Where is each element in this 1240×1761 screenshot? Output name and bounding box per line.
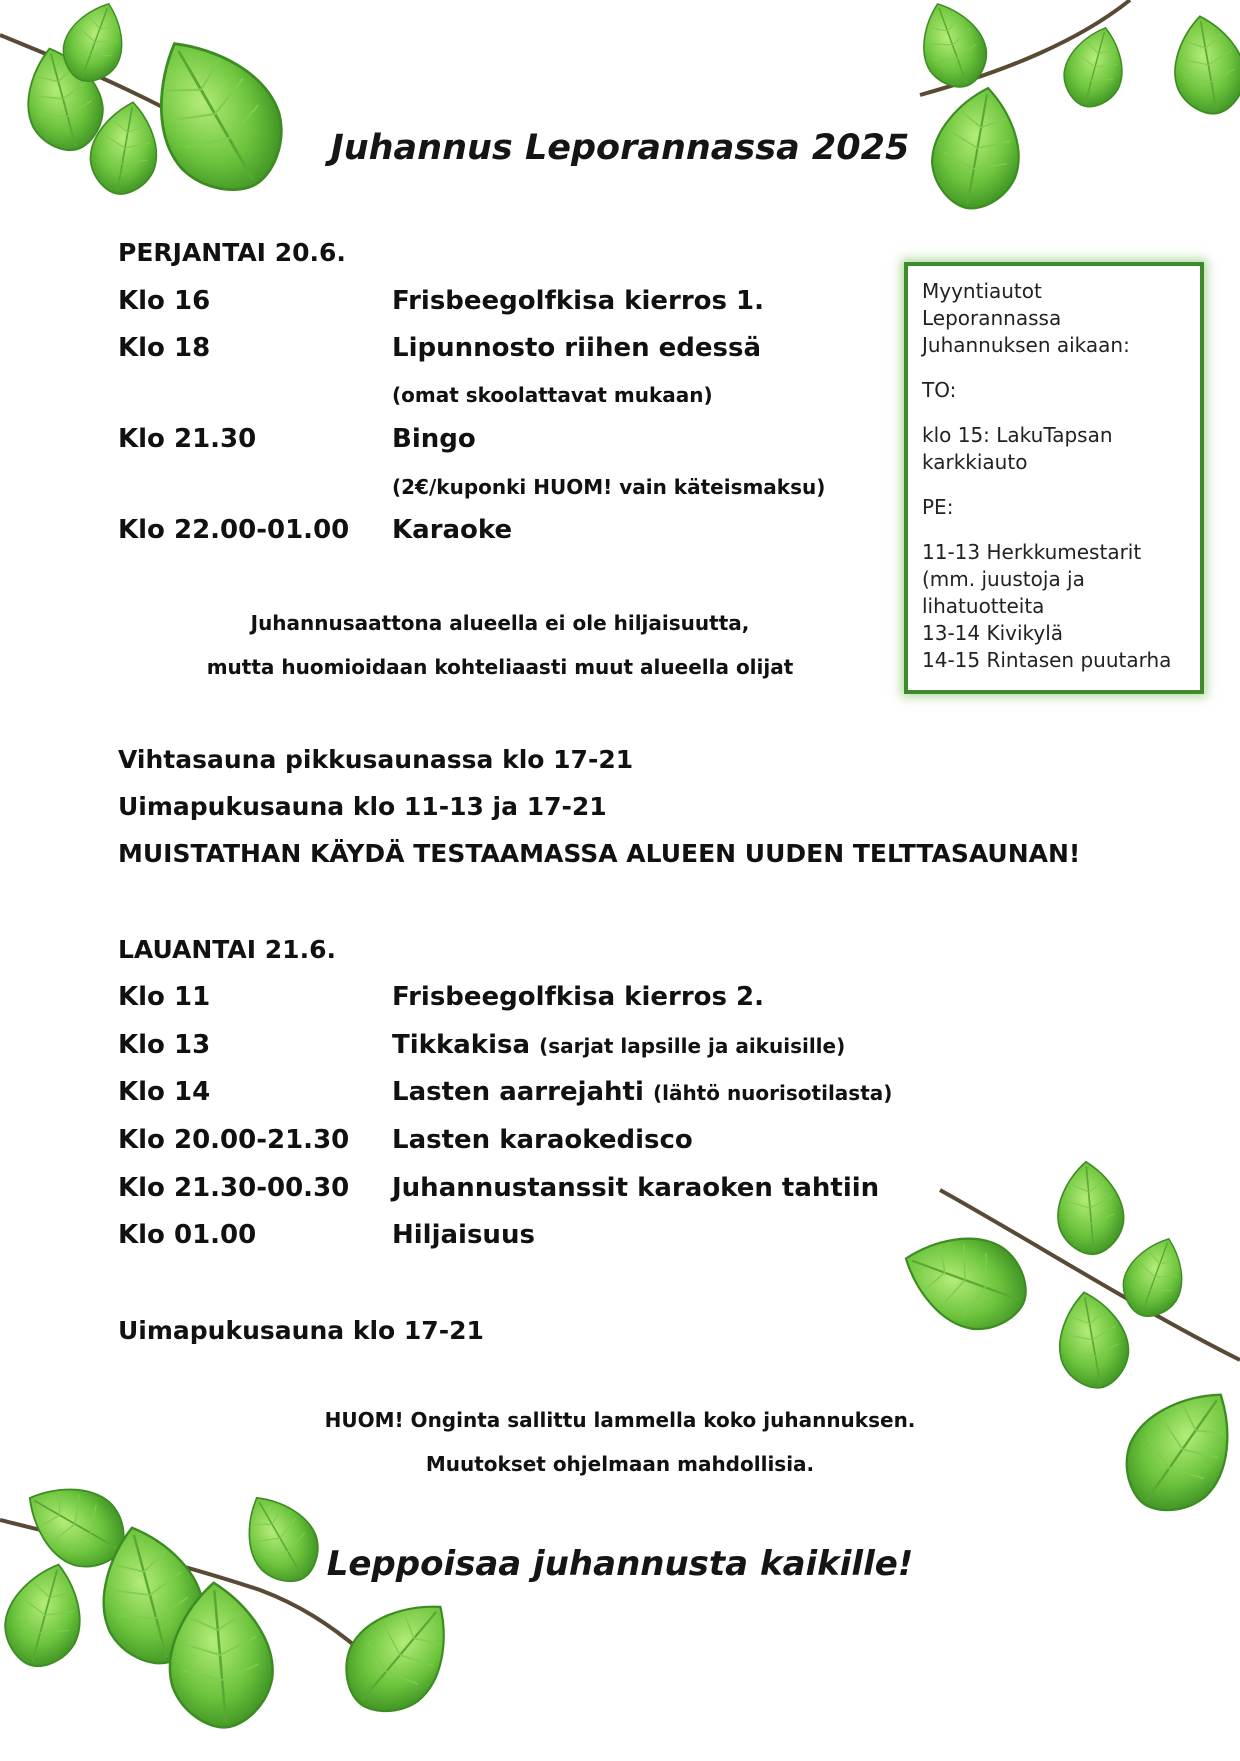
sauna-line: Vihtasauna pikkusaunassa klo 17-21	[118, 745, 634, 774]
box-truck-line: (mm. juustoja ja	[922, 567, 1085, 591]
friday-item-subnote: (omat skoolattavat mukaan)	[392, 383, 713, 407]
box-truck-line: karkkiauto	[922, 450, 1028, 474]
item-time: Klo 16	[118, 286, 211, 316]
item-time: Klo 22.00-01.00	[118, 515, 350, 545]
friday-header: PERJANTAI 20.6.	[118, 238, 346, 267]
item-time: Klo 01.00	[118, 1220, 257, 1250]
item-event: Karaoke	[392, 515, 513, 545]
box-intro-line: Juhannuksen aikaan:	[922, 333, 1130, 357]
tent-sauna-reminder: MUISTATHAN KÄYDÄ TESTAAMASSA ALUEEN UUDEN TELTTASAUNAN!	[118, 839, 1081, 868]
item-event: Frisbeegolfkisa kierros 2.	[392, 982, 764, 1012]
item-event: Frisbeegolfkisa kierros 1.	[392, 286, 764, 316]
item-time: Klo 20.00-21.30	[118, 1125, 350, 1155]
item-time: Klo 21.30-00.30	[118, 1173, 350, 1203]
box-truck-line: 11-13 Herkkumestarit	[922, 540, 1142, 564]
fishing-note: HUOM! Onginta sallittu lammella koko juhannuksen.	[324, 1408, 916, 1432]
friday-note-line: mutta huomioidaan kohteliaasti muut alueella olijat	[206, 655, 794, 679]
item-time: Klo 14	[118, 1077, 211, 1107]
box-truck-line: lihatuotteita	[922, 594, 1045, 618]
item-time: Klo 18	[118, 333, 211, 363]
leaf-branch-top-right	[909, 0, 1240, 216]
saturday-sauna-line: Uimapukusauna klo 17-21	[118, 1316, 484, 1345]
box-day-label-thursday: TO:	[922, 378, 957, 402]
friday-item-subnote: (2€/kuponki HUOM! vain käteismaksu)	[392, 475, 826, 499]
item-time: Klo 13	[118, 1030, 211, 1060]
item-event: Lasten karaokedisco	[392, 1125, 693, 1155]
leaf-branch-top-left	[0, 0, 305, 213]
food-trucks-box	[904, 262, 1204, 694]
box-truck-line: klo 15: LakuTapsan	[922, 423, 1113, 447]
box-day-label-friday: PE:	[922, 495, 954, 519]
item-event: Juhannustanssit karaoken tahtiin	[392, 1173, 880, 1203]
item-event: Hiljaisuus	[392, 1220, 535, 1250]
box-truck-line: 14-15 Rintasen puutarha	[922, 648, 1172, 672]
item-event: Lasten aarrejahti (lähtö nuorisotilasta)	[392, 1077, 893, 1107]
item-event-detail: (lähtö nuorisotilasta)	[652, 1081, 893, 1105]
leaf-branch-bottom-left	[0, 1466, 474, 1732]
closing-greeting: Leppoisaa juhannusta kaikille!	[326, 1544, 914, 1584]
box-intro-line: Leporannassa	[922, 306, 1062, 330]
item-event: Tikkakisa (sarjat lapsille ja aikuisille)	[392, 1030, 846, 1060]
item-event: Lipunnosto riihen edessä	[392, 333, 762, 363]
changes-note: Muutokset ohjelmaan mahdollisia.	[425, 1452, 815, 1476]
box-truck-line: 13-14 Kivikylä	[922, 621, 1064, 645]
item-event: Bingo	[392, 424, 476, 454]
page-title: Juhannus Leporannassa 2025	[330, 128, 910, 168]
friday-note-line: Juhannusaattona alueella ei ole hiljaisuutta,	[250, 611, 750, 635]
saturday-header: LAUANTAI 21.6.	[118, 935, 336, 964]
item-event-detail: (sarjat lapsille ja aikuisille)	[539, 1034, 846, 1058]
box-intro-line: Myyntiautot	[922, 279, 1042, 303]
item-time: Klo 11	[118, 982, 211, 1012]
item-time: Klo 21.30	[118, 424, 257, 454]
sauna-line: Uimapukusauna klo 11-13 ja 17-21	[118, 792, 607, 821]
